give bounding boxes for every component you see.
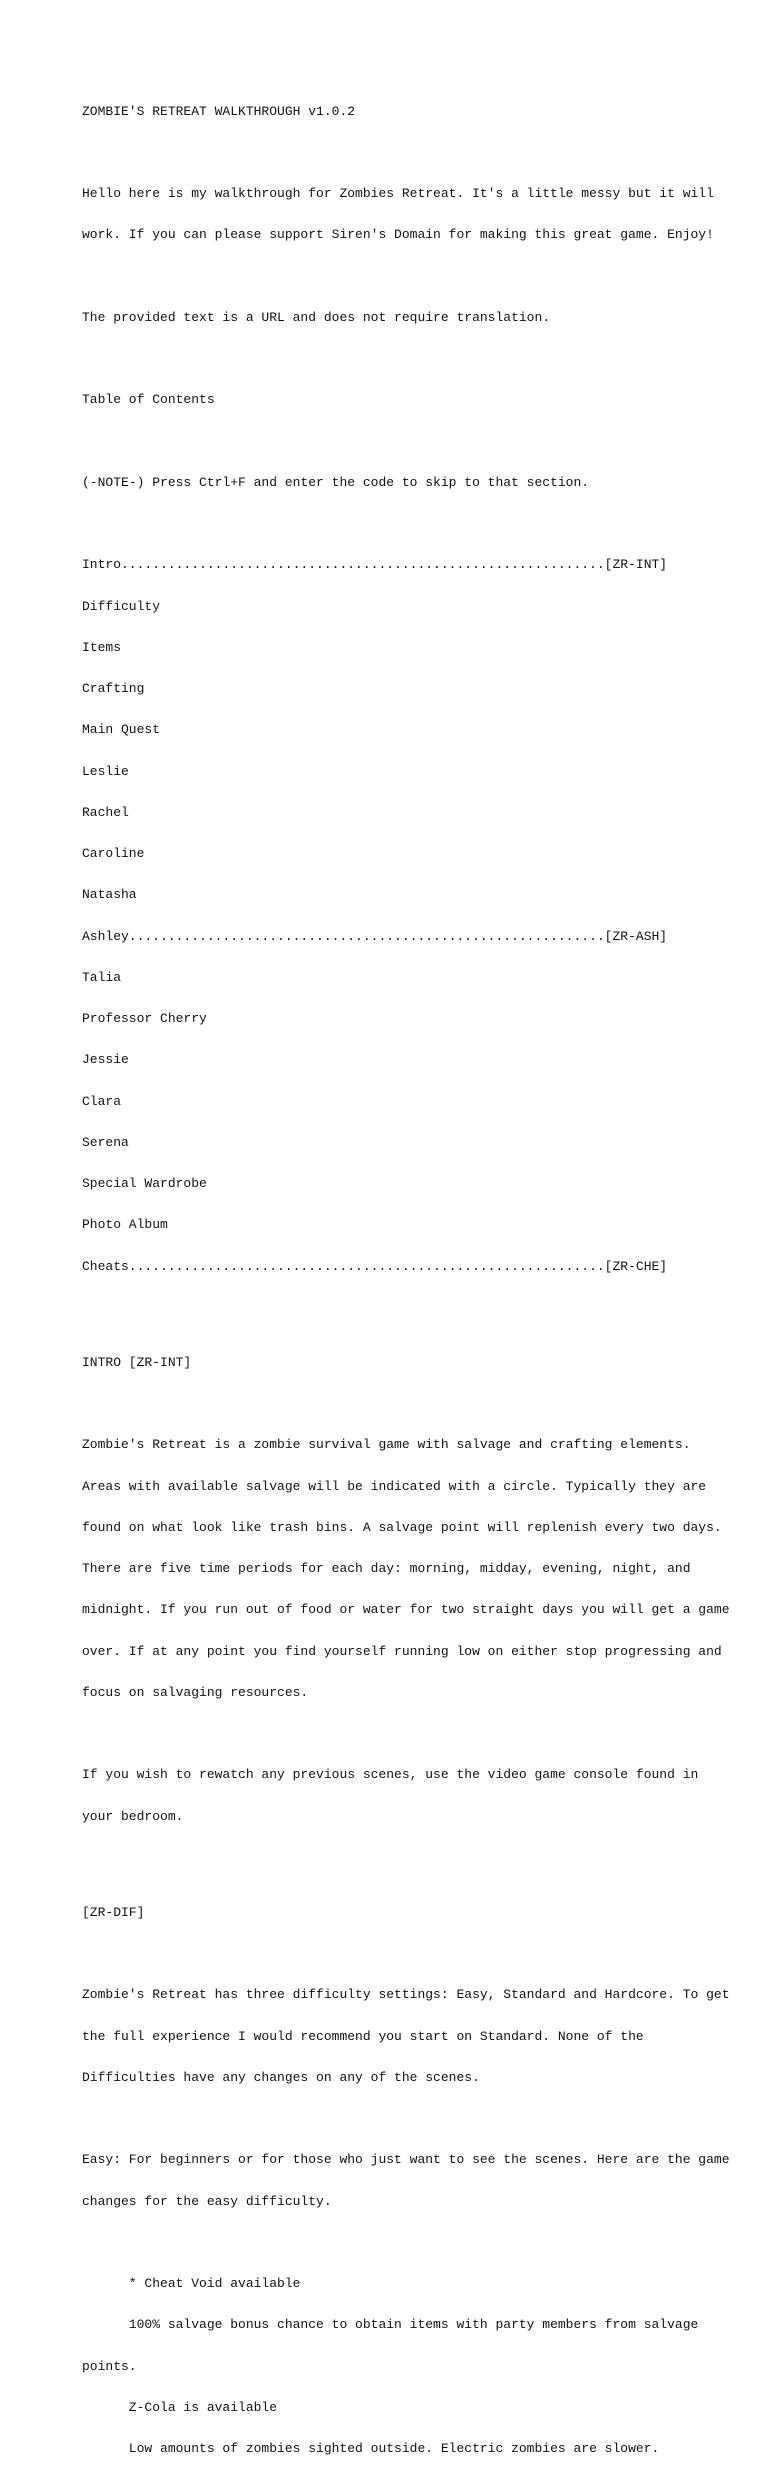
toc-entry: Crafting [82,681,145,696]
paragraph-line: There are five time periods for each day: morning, midday, evening, night, and [82,1561,691,1576]
walkthrough-text [82,77,742,2483]
intro-line-1: Hello here is my walkthrough for Zombies Retreat. It's a little messy but it will [82,186,714,201]
toc-entry: Jessie [82,1052,129,1068]
paragraph-line: changes for the easy difficulty. [82,2193,332,2209]
toc-entry: Caroline [82,846,145,861]
toc-entry: Difficulty [82,598,161,614]
toc-entry: Special Wardrobe [82,1176,207,1191]
url-note: The provided text is a URL and does not require translation. [82,309,551,325]
toc-entry: Items [82,639,122,655]
intro-line-2: work. If you can please support Siren's Domain for making this great game. Enjoy! [82,227,714,243]
paragraph-line: If you wish to rewatch any previous scenes, use the video game console found in [82,1767,699,1783]
list-item: Low amounts of zombies sighted outside. Electric zombies are slower. [82,2441,660,2456]
toc-entry: Serena [82,1134,129,1150]
toc-entry: Ashley.............................................................[ZR-ASH] [82,928,668,944]
paragraph-line: focus on salvaging resources. [82,1684,309,1700]
paragraph-line: the full experience I would recommend you start on Standard. None of the [82,2028,644,2044]
toc-heading: Table of Contents [82,392,215,408]
list-item: 100% salvage bonus chance to obtain items with party members from salvage [82,2317,699,2333]
paragraph-line: Difficulties have any changes on any of the scenes. [82,2069,480,2085]
toc-entry: Natasha [82,887,137,903]
list-item: Z-Cola is available [82,2399,278,2415]
paragraph-line: Easy: For beginners or for those who just want to see the scenes. Here are the game [82,2152,730,2168]
toc-entry: Leslie [82,763,129,779]
toc-entry: Intro..............................................................[ZR-INT] [82,557,668,573]
paragraph-line: Areas with available salvage will be indicated with a circle. Typically they are [82,1478,707,1494]
toc-entry: Rachel [82,804,129,820]
paragraph-line: your bedroom. [82,1808,184,1824]
list-item: points. [82,2358,137,2374]
document-title: ZOMBIE'S RETREAT WALKTHROUGH v1.0.2 [82,103,356,119]
toc-entry: Main Quest [82,722,161,738]
paragraph-line: Zombie's Retreat has three difficulty settings: Easy, Standard and Hardcore. To get [82,1987,730,2003]
intro-section-heading: INTRO [ZR-INT] [82,1354,192,1370]
paragraph-line: midnight. If you run out of food or water for two straight days you will get a game [82,1602,730,1618]
toc-entry: Photo Album [82,1217,168,1233]
toc-entry: Talia [82,969,122,985]
list-item: * Cheat Void available [82,2276,301,2291]
paragraph-line: Zombie's Retreat is a zombie survival game with salvage and crafting elements. [82,1437,691,1453]
toc-entry: Professor Cherry [82,1011,207,1026]
paragraph-line: over. If at any point you find yourself running low on either stop progressing and [82,1643,722,1659]
toc-note: (-NOTE-) Press Ctrl+F and enter the code to skip to that section. [82,474,590,490]
paragraph-line: found on what look like trash bins. A salvage point will replenish every two days. [82,1519,722,1535]
toc-entry: Clara [82,1093,122,1109]
difficulty-section-heading: [ZR-DIF] [82,1904,145,1920]
toc-entry: Cheats.............................................................[ZR-CHE] [82,1258,668,1274]
